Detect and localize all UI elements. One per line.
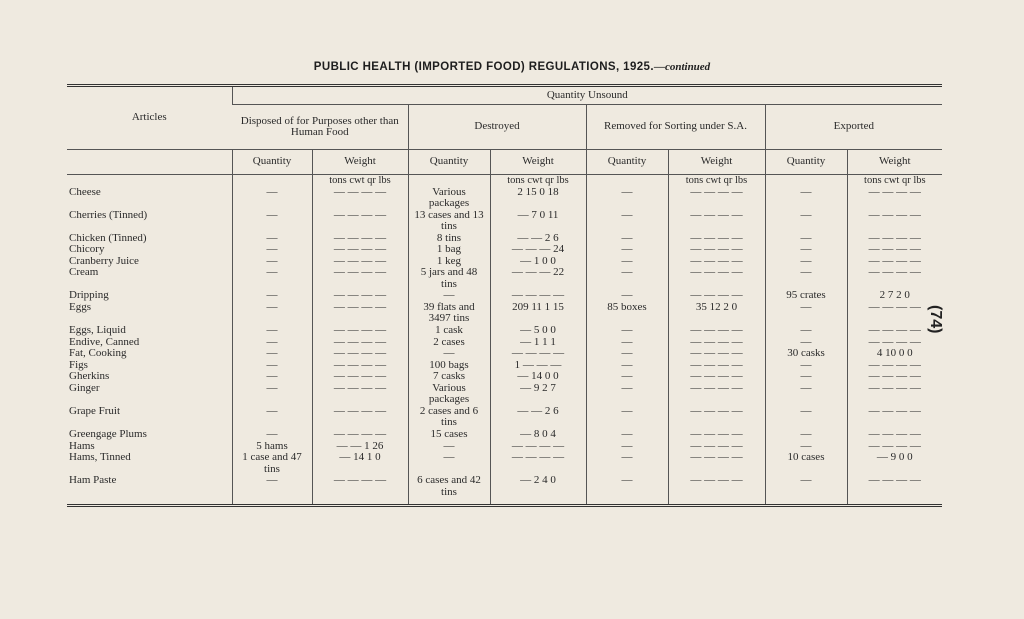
quantity-cell: 13 cases and 13 tins — [408, 210, 490, 233]
weight-cell: — — — — — [490, 452, 586, 475]
weight-cell: — — — — — [312, 233, 408, 245]
weight-cell: — — — — — [312, 267, 408, 290]
quantity-cell: — — [586, 383, 668, 406]
weight-cell: — — — — — [847, 302, 942, 325]
weight-cell: — — — — — [312, 371, 408, 383]
weight-cell: — — — — — [312, 187, 408, 210]
quantity-cell: — — [232, 210, 312, 233]
quantity-cell: Various packages — [408, 187, 490, 210]
weight-cell: — — — — — [668, 371, 765, 383]
quantity-cell: — — [232, 371, 312, 383]
weight-cell: — — — — — [668, 244, 765, 256]
group-header-removed: Removed for Sorting under S.A. — [586, 105, 765, 150]
weight-cell: — 9 2 7 — [490, 383, 586, 406]
quantity-cell: — — [765, 302, 847, 325]
weight-cell: — 1 1 1 — [490, 337, 586, 349]
quantity-cell: 1 keg — [408, 256, 490, 268]
weight-cell: — — — 24 — [490, 244, 586, 256]
article-name: Ham Paste — [67, 475, 232, 506]
weight-cell: — — — — — [490, 441, 586, 453]
weight-cell: — — — — — [312, 337, 408, 349]
weight-cell: — — — — — [847, 210, 942, 233]
table-row — [67, 429, 942, 441]
weight-cell: — — — — — [847, 256, 942, 268]
weight-cell: — — 2 6 — [490, 406, 586, 429]
quantity-cell: — — [586, 452, 668, 475]
weight-cell: 4 10 0 0 — [847, 348, 942, 360]
quantity-cell: 1 bag — [408, 244, 490, 256]
quantity-cell: — — [765, 244, 847, 256]
weight-cell: — — — — — [668, 210, 765, 233]
subheader-quantity: Quantity — [408, 150, 490, 175]
table-row — [67, 210, 942, 233]
weight-cell: — — — — — [847, 233, 942, 245]
quantity-cell: — — [586, 360, 668, 372]
quantity-cell: — — [586, 348, 668, 360]
quantity-cell: — — [232, 325, 312, 337]
weight-cell: — 14 0 0 — [490, 371, 586, 383]
weight-cell: 1 — — — — [490, 360, 586, 372]
quantity-cell: — — [586, 475, 668, 506]
quantity-cell: — — [232, 290, 312, 302]
quantity-cell: — — [232, 233, 312, 245]
weight-cell: — — — — — [668, 475, 765, 506]
quantity-cell: — — [408, 441, 490, 453]
quantity-cell: — — [586, 325, 668, 337]
quantity-cell: — — [232, 187, 312, 210]
quantity-cell: — — [232, 267, 312, 290]
subheader-quantity: Quantity — [232, 150, 312, 175]
subheader-weight: Weight — [847, 150, 942, 175]
weight-cell: — — — — — [668, 383, 765, 406]
weight-cell: — — — — — [668, 429, 765, 441]
title-continued: —continued — [653, 61, 711, 73]
subheader-weight: Weight — [668, 150, 765, 175]
quantity-cell: 85 boxes — [586, 302, 668, 325]
weight-cell: — — — — — [312, 256, 408, 268]
quantity-cell: — — [765, 187, 847, 210]
weight-cell: — — — — — [847, 429, 942, 441]
weight-cell: — 5 0 0 — [490, 325, 586, 337]
units-label: tons cwt qr lbs — [668, 175, 765, 187]
article-name: Dripping — [69, 289, 109, 302]
weight-cell: — — — — — [668, 348, 765, 360]
article-name: Endive, Canned — [69, 335, 140, 348]
page-number: (74) — [927, 305, 944, 334]
article-name: Figs — [69, 358, 88, 371]
weight-cell: — — — — — [847, 475, 942, 506]
quantity-cell: Various packages — [408, 383, 490, 406]
weight-cell: — — — — — [668, 452, 765, 475]
units-label: tons cwt qr lbs — [312, 175, 408, 187]
weight-cell: — — — — — [312, 383, 408, 406]
weight-cell: — — — — — [312, 210, 408, 233]
weight-cell: — — — — — [847, 325, 942, 337]
imported-food-table — [67, 84, 942, 507]
quantity-cell: — — [586, 210, 668, 233]
quantity-cell: — — [765, 360, 847, 372]
quantity-cell: — — [586, 187, 668, 210]
weight-cell: — — — — — [668, 441, 765, 453]
quantity-cell: — — [232, 256, 312, 268]
subheader-quantity: Quantity — [586, 150, 668, 175]
quantity-cell: — — [232, 244, 312, 256]
article-name: Cream — [69, 266, 99, 279]
weight-cell: — 7 0 11 — [490, 210, 586, 233]
units-label: tons cwt qr lbs — [490, 175, 586, 187]
quantity-cell: 6 cases and 42 tins — [408, 475, 490, 506]
quantity-cell: — — [765, 233, 847, 245]
weight-cell: — — — — — [847, 406, 942, 429]
weight-cell: — 14 1 0 — [312, 452, 408, 475]
quantity-cell: — — [586, 256, 668, 268]
quantity-cell: — — [408, 290, 490, 302]
quantity-cell: 1 case and 47 tins — [232, 452, 312, 475]
quantity-cell: — — [765, 429, 847, 441]
quantity-cell: — — [765, 210, 847, 233]
article-name: Cranberry Juice — [69, 254, 139, 267]
article-name: Hams, Tinned — [69, 451, 131, 464]
quantity-cell: 5 jars and 48 tins — [408, 267, 490, 290]
quantity-cell: 10 cases — [765, 452, 847, 475]
weight-cell: — — — — — [668, 187, 765, 210]
weight-cell: 2 15 0 18 — [490, 187, 586, 210]
table-row — [67, 187, 942, 210]
weight-cell: — — — — — [490, 348, 586, 360]
group-header-exported: Exported — [765, 105, 942, 150]
weight-cell: — — — — — [312, 348, 408, 360]
quantity-cell: — — [232, 360, 312, 372]
weight-cell: — 8 0 4 — [490, 429, 586, 441]
weight-cell: — — — — — [312, 302, 408, 325]
quantity-cell: 15 cases — [408, 429, 490, 441]
article-name: Eggs, Liquid — [69, 323, 126, 336]
quantity-cell: — — [586, 406, 668, 429]
weight-cell: — — — — — [312, 325, 408, 337]
quantity-cell: — — [765, 475, 847, 506]
table-row — [67, 348, 942, 360]
weight-cell: — 1 0 0 — [490, 256, 586, 268]
quantity-cell: — — [408, 452, 490, 475]
article-name: Cheese — [69, 185, 101, 198]
weight-cell: — — — — — [312, 290, 408, 302]
weight-cell: — — — — — [668, 337, 765, 349]
weight-cell: — 2 4 0 — [490, 475, 586, 506]
weight-cell: — — — — — [312, 475, 408, 506]
quantity-cell: — — [232, 406, 312, 429]
quantity-cell: — — [765, 267, 847, 290]
subheader-quantity: Quantity — [765, 150, 847, 175]
weight-cell: — — — — — [312, 244, 408, 256]
quantity-cell: — — [408, 348, 490, 360]
quantity-cell: 7 casks — [408, 371, 490, 383]
table-row — [67, 325, 942, 337]
quantity-cell: — — [765, 441, 847, 453]
table-row — [67, 302, 942, 325]
quantity-cell: — — [765, 325, 847, 337]
articles-subheader-blank — [67, 150, 232, 175]
quantity-cell: — — [232, 348, 312, 360]
article-name: Eggs — [69, 300, 91, 313]
quantity-cell: 1 cask — [408, 325, 490, 337]
page-title — [0, 61, 1024, 73]
quantity-cell: — — [586, 233, 668, 245]
quantity-cell: — — [232, 429, 312, 441]
quantity-cell: — — [586, 244, 668, 256]
table-row — [67, 475, 942, 506]
quantity-cell: 39 flats and 3497 tins — [408, 302, 490, 325]
quantity-cell: — — [765, 371, 847, 383]
quantity-cell: — — [586, 290, 668, 302]
quantity-cell: 95 crates — [765, 290, 847, 302]
weight-cell: — — — — — [668, 360, 765, 372]
quantity-cell: — — [765, 337, 847, 349]
weight-cell: — — — — — [668, 290, 765, 302]
weight-cell: — — — — — [668, 325, 765, 337]
quantity-cell: 5 hams — [232, 441, 312, 453]
weight-cell: — — — — — [847, 244, 942, 256]
quantity-cell: 2 cases — [408, 337, 490, 349]
quantity-cell: — — [586, 267, 668, 290]
weight-cell: 209 11 1 15 — [490, 302, 586, 325]
quantity-cell: 100 bags — [408, 360, 490, 372]
weight-cell: — — — — — [668, 256, 765, 268]
quantity-cell: — — [765, 383, 847, 406]
title-main: PUBLIC HEALTH (IMPORTED FOOD) REGULATIONS, 1925. — [313, 61, 654, 73]
units-label: tons cwt qr lbs — [847, 175, 942, 187]
article-name: Gherkins — [69, 370, 110, 383]
article-name: Fat, Cooking — [69, 347, 127, 360]
table-row — [67, 383, 942, 406]
quantity-unsound-header: Quantity Unsound — [232, 86, 942, 105]
weight-cell: — — — — — [312, 360, 408, 372]
weight-cell: — — — — — [490, 290, 586, 302]
article-name: Ginger — [69, 381, 100, 394]
quantity-cell: 30 casks — [765, 348, 847, 360]
quantity-cell: — — [232, 475, 312, 506]
quantity-cell: — — [232, 383, 312, 406]
table-row — [67, 406, 942, 429]
weight-cell: — — — — — [847, 267, 942, 290]
article-name: Hams — [69, 439, 95, 452]
subheader-weight: Weight — [490, 150, 586, 175]
quantity-cell: 8 tins — [408, 233, 490, 245]
articles-header: Articles — [67, 86, 232, 150]
article-name: Chicken (Tinned) — [69, 231, 147, 244]
quantity-cell: — — [586, 429, 668, 441]
quantity-cell: — — [586, 337, 668, 349]
weight-cell: — — — — — [312, 429, 408, 441]
weight-cell: 2 7 2 0 — [847, 290, 942, 302]
article-name: Chicory — [69, 243, 105, 256]
weight-cell: — — — — — [312, 406, 408, 429]
weight-cell: — — — — — [847, 383, 942, 406]
quantity-cell: — — [232, 302, 312, 325]
article-name: Grape Fruit — [69, 404, 121, 417]
table-row — [67, 267, 942, 290]
quantity-cell: — — [765, 256, 847, 268]
table-row — [67, 452, 942, 475]
quantity-cell: — — [765, 406, 847, 429]
weight-cell: — 9 0 0 — [847, 452, 942, 475]
weight-cell: — — — — — [668, 406, 765, 429]
weight-cell: — — — — — [847, 371, 942, 383]
units-row — [67, 175, 942, 187]
quantity-cell: 2 cases and 6 tins — [408, 406, 490, 429]
weight-cell: — — 2 6 — [490, 233, 586, 245]
weight-cell: — — — — — [668, 267, 765, 290]
group-header-disposed: Disposed of for Purposes other than Human Food — [232, 105, 408, 150]
article-name: Greengage Plums — [69, 427, 147, 440]
group-header-destroyed: Destroyed — [408, 105, 586, 150]
weight-cell: — — — — — [847, 187, 942, 210]
subheader-weight: Weight — [312, 150, 408, 175]
article-name: Cherries (Tinned) — [69, 208, 148, 221]
weight-cell: — — 1 26 — [312, 441, 408, 453]
weight-cell: — — — — — [847, 337, 942, 349]
quantity-cell: — — [586, 371, 668, 383]
weight-cell: — — — — — [847, 360, 942, 372]
weight-cell: — — — 22 — [490, 267, 586, 290]
quantity-cell: — — [232, 337, 312, 349]
quantity-cell: — — [586, 441, 668, 453]
weight-cell: — — — — — [847, 441, 942, 453]
weight-cell: — — — — — [668, 233, 765, 245]
weight-cell: 35 12 2 0 — [668, 302, 765, 325]
